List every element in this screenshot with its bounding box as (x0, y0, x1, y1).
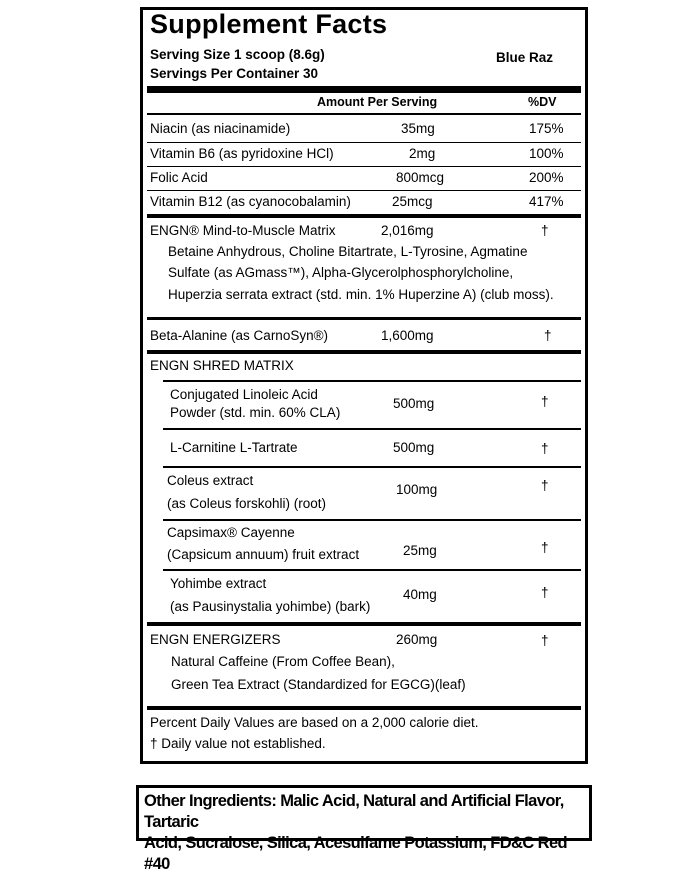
divider (163, 380, 581, 382)
serving-size: Serving Size 1 scoop (8.6g) (150, 47, 325, 62)
other-ingredients-line: Other Ingredients: Malic Acid, Natural and Artificial Flavor, Tartaric (144, 792, 564, 831)
footnote-dv: Percent Daily Values are based on a 2,000 calorie diet. (150, 715, 479, 730)
medium-divider (147, 706, 581, 710)
divider (147, 166, 581, 167)
footnote-dagger: † Daily value not established. (150, 736, 326, 751)
medium-divider (147, 317, 581, 320)
divider (147, 190, 581, 191)
shred-item-dv: † (541, 478, 549, 493)
shred-item-line: L-Carnitine L-Tartrate (170, 440, 298, 455)
matrix-name: ENGN® Mind-to-Muscle Matrix (150, 223, 336, 238)
shred-item-amount: 100mg (396, 482, 438, 497)
servings-per-container: Servings Per Container 30 (150, 66, 319, 81)
flavor-label: Blue Raz (496, 50, 554, 65)
divider (147, 113, 581, 115)
nutrient-dv: 100% (529, 146, 564, 161)
shred-item-dv: † (541, 540, 549, 555)
nutrient-dv: 200% (529, 170, 564, 185)
divider (163, 466, 581, 468)
matrix-ingredients-line: Huperzia serrata extract (std. min. 1% Huperzine A) (club moss). (168, 287, 554, 302)
shred-item-line: (as Pausinystalia yohimbe) (bark) (170, 599, 371, 614)
shred-item-line: Capsimax® Cayenne (167, 525, 295, 540)
medium-divider (147, 350, 581, 354)
shred-item-amount: 25mg (403, 543, 437, 558)
energizers-name: ENGN ENERGIZERS (150, 632, 281, 647)
divider (163, 569, 581, 571)
thick-divider (147, 86, 581, 93)
shred-item-dv: † (541, 441, 549, 456)
divider (163, 428, 581, 430)
nutrient-amount: 25mcg (392, 194, 433, 209)
beta-alanine-dv: † (544, 328, 552, 343)
shred-item-line: Conjugated Linoleic Acid (170, 387, 318, 402)
energizers-ingredients-line: Green Tea Extract (Standardized for EGCG)(leaf) (171, 677, 466, 692)
dv-header: %DV (528, 95, 557, 109)
nutrient-amount: 800mcg (396, 170, 445, 185)
shred-item-line: (as Coleus forskohli) (root) (167, 496, 327, 511)
energizers-dv: † (541, 633, 549, 648)
medium-divider (147, 214, 581, 218)
shred-item-line: Coleus extract (167, 473, 254, 488)
shred-item-amount: 40mg (403, 587, 437, 602)
shred-item-dv: † (541, 585, 549, 600)
matrix-ingredients-line: Sulfate (as AGmass™), Alpha-Glycerolphosphorylcholine, (168, 265, 514, 280)
shred-item-amount: 500mg (393, 440, 435, 455)
supplement-facts-panel (140, 7, 588, 764)
panel-title: Supplement Facts (150, 9, 388, 39)
shred-item-amount: 500mg (393, 396, 435, 411)
divider (163, 519, 581, 521)
nutrient-name: Vitamin B6 (as pyridoxine HCl) (150, 146, 334, 161)
shred-item-line: Yohimbe extract (170, 576, 267, 591)
nutrient-name: Niacin (as niacinamide) (150, 121, 291, 136)
medium-divider (147, 622, 581, 626)
beta-alanine-name: Beta-Alanine (as CarnoSyn®) (150, 328, 329, 343)
energizers-ingredients-line: Natural Caffeine (From Coffee Bean), (171, 654, 395, 669)
shred-item-line: (Capsicum annuum) fruit extract (167, 547, 360, 562)
matrix-amount: 2,016mg (381, 223, 434, 238)
nutrient-name: Folic Acid (150, 170, 208, 185)
shred-item-dv: † (541, 394, 549, 409)
energizers-amount: 260mg (396, 632, 438, 647)
matrix-ingredients-line: Betaine Anhydrous, Choline Bitartrate, L-Tyrosine, Agmatine (168, 244, 528, 259)
other-ingredients-line: Acid, Sucralose, Silica, Acesulfame Potassium, FD&C Red #40 (144, 834, 568, 873)
nutrient-amount: 2mg (409, 146, 436, 161)
nutrient-name: Vitamin B12 (as cyanocobalamin) (150, 194, 351, 209)
nutrient-dv: 417% (529, 194, 564, 209)
nutrient-amount: 35mg (401, 121, 435, 136)
shred-heading: ENGN SHRED MATRIX (150, 358, 294, 373)
other-ingredients-box (136, 785, 592, 873)
amount-per-serving-header: Amount Per Serving (317, 95, 438, 109)
beta-alanine-amount: 1,600mg (381, 328, 434, 343)
matrix-dv: † (541, 223, 549, 238)
nutrient-dv: 175% (529, 121, 564, 136)
shred-item-line: Powder (std. min. 60% CLA) (170, 405, 341, 420)
divider (147, 142, 581, 143)
